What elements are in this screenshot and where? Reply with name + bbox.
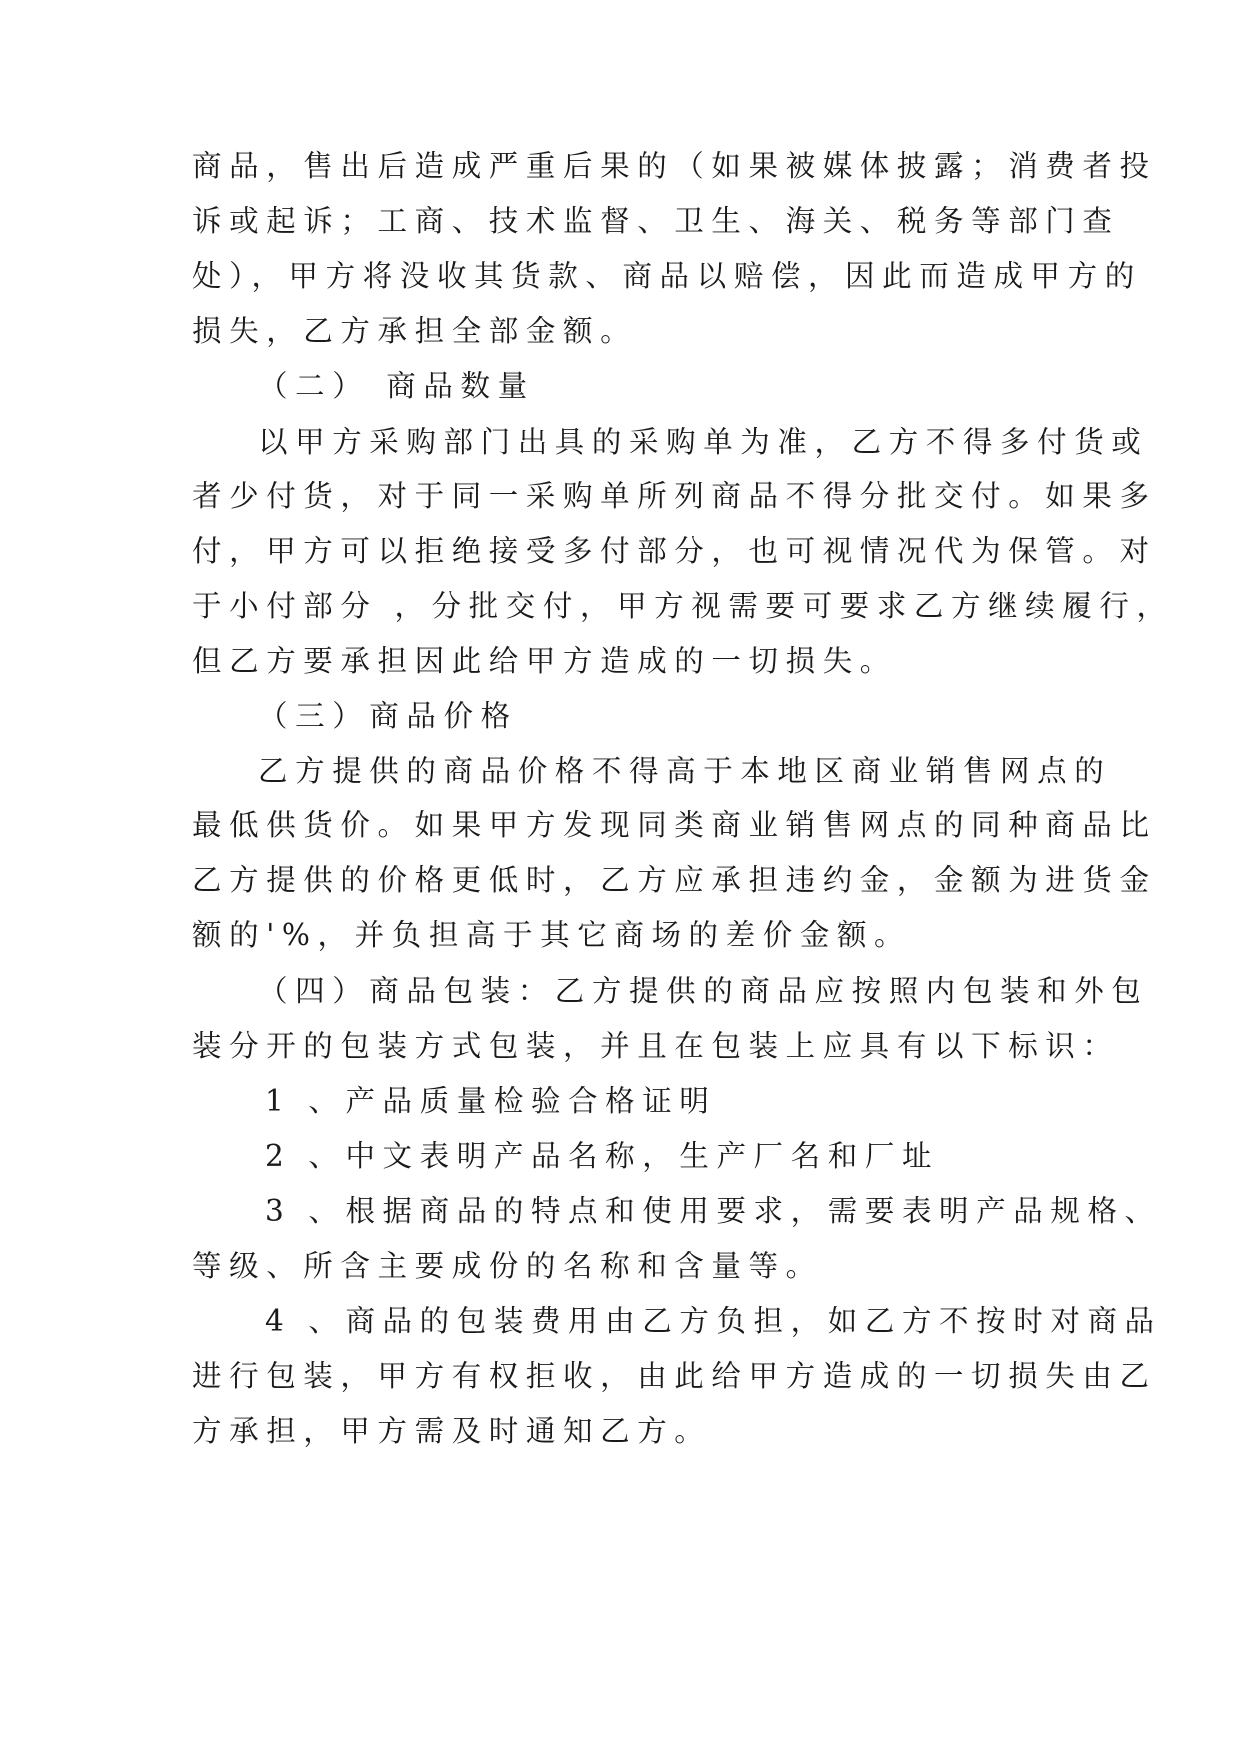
paragraph-line: 但乙方要承担因此给甲方造成的一切损失。: [192, 644, 897, 678]
list-item: 3 、根据商品的特点和使用要求，需要表明产品规格、: [265, 1194, 1162, 1228]
paragraph-line: 等级、所含主要成份的名称和含量等。: [192, 1249, 823, 1283]
section-heading-packaging: （四）商品包装：乙方提供的商品应按照内包装和外包: [258, 974, 1149, 1008]
paragraph-line: 以甲方采购部门出具的采购单为准，乙方不得多付货或: [258, 425, 1149, 459]
paragraph-line: 损失，乙方承担全部金额。: [192, 314, 638, 348]
paragraph-line: 进行包装，甲方有权拒收，由此给甲方造成的一切损失由乙: [192, 1359, 1157, 1393]
paragraph-line: 装分开的包装方式包装，并且在包装上应具有以下标识：: [192, 1029, 1120, 1063]
paragraph-line: 于小付部分 ，分批交付，甲方视需要可要求乙方继续履行，: [192, 589, 1174, 623]
paragraph-line: 付，甲方可以拒绝接受多付部分，也可视情况代为保管。对: [192, 534, 1157, 568]
paragraph-line: 额的'%，并负担高于其它商场的差价金额。: [192, 918, 912, 952]
list-item: 2 、中文表明产品名称，生产厂名和厂址: [265, 1139, 940, 1173]
paragraph-line: 最低供货价。如果甲方发现同类商业销售网点的同种商品比: [192, 808, 1157, 842]
paragraph-line: 乙方提供的商品价格不得高于本地区商业销售网点的: [258, 754, 1112, 788]
section-heading-price: （三）商品价格: [258, 699, 518, 733]
section-heading-quantity: （二） 商品数量: [258, 369, 535, 403]
list-item: 1 、产品质量检验合格证明: [265, 1084, 717, 1118]
paragraph-line: 处），甲方将没收其货款、商品以赔偿，因此而造成甲方的: [192, 259, 1142, 293]
paragraph-line: 诉或起诉；工商、技术监督、卫生、海关、税务等部门查: [192, 204, 1120, 238]
paragraph-line: 方承担，甲方需及时通知乙方。: [192, 1414, 712, 1448]
paragraph-line: 商品，售出后造成严重后果的（如果被媒体披露；消费者投: [192, 149, 1157, 183]
paragraph-line: 乙方提供的价格更低时，乙方应承担违约金，金额为进货金: [192, 863, 1157, 897]
list-item: 4 、商品的包装费用由乙方负担，如乙方不按时对商品: [265, 1304, 1162, 1338]
paragraph-line: 者少付货，对于同一采购单所列商品不得分批交付。如果多: [192, 479, 1157, 513]
